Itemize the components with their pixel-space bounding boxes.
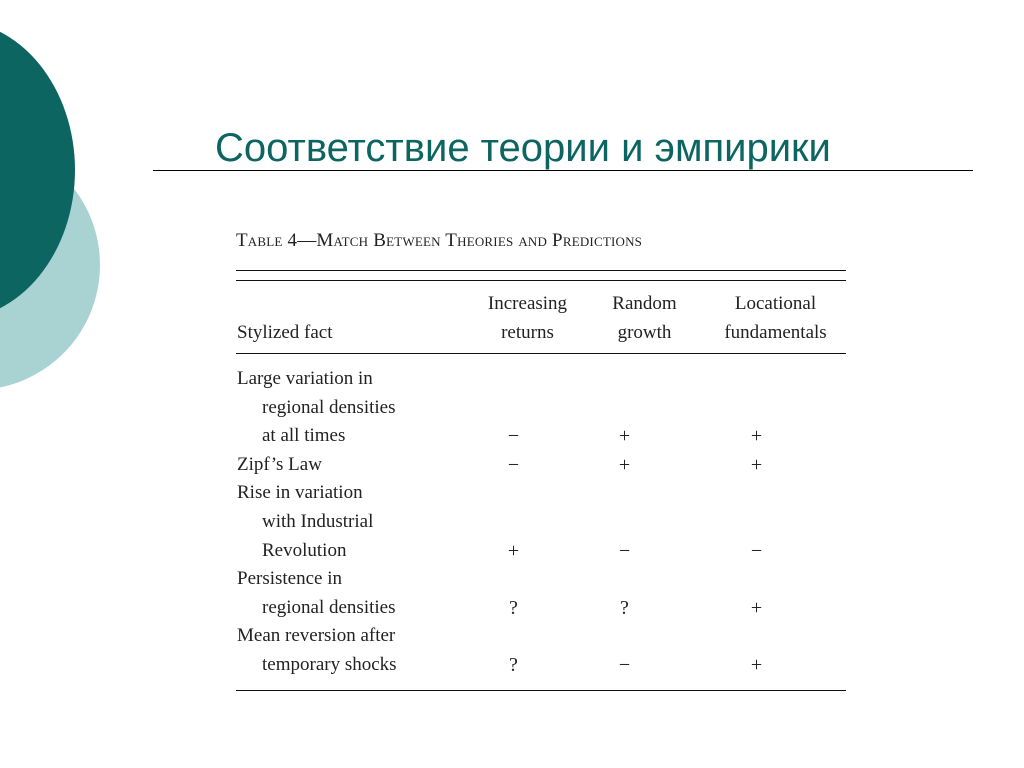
header-line: growth	[617, 322, 672, 343]
header-line: Locational	[734, 293, 817, 314]
locational-fundamentals-cell: +	[750, 653, 763, 676]
header-random-growth	[597, 289, 692, 347]
stylized-fact-line: Zipf’s Law	[237, 453, 322, 475]
header-line: returns	[501, 322, 554, 343]
header-locational-fundamentals	[703, 289, 848, 347]
stylized-fact-line: Large variation in	[237, 368, 373, 389]
stylized-fact-line: with Industrial	[262, 510, 374, 532]
table-caption-prefix: Table 4—	[236, 230, 317, 251]
random-growth-cell: −	[618, 539, 631, 562]
stylized-fact-line: at all times	[262, 425, 346, 447]
header-increasing-returns	[470, 289, 585, 347]
stylized-fact-cell	[237, 451, 471, 480]
header-line: Increasing	[487, 293, 568, 314]
locational-fundamentals-cell: +	[750, 453, 763, 476]
table-bottom-rule	[236, 690, 846, 691]
table-body	[237, 365, 847, 680]
title-underline	[153, 170, 973, 171]
random-growth-cell: +	[618, 453, 631, 476]
increasing-returns-cell: ?	[509, 596, 518, 619]
random-growth-cell: +	[618, 425, 631, 448]
increasing-returns-cell: ?	[509, 653, 518, 676]
table-header-rule	[236, 353, 846, 354]
table-row	[237, 479, 847, 565]
table-row	[237, 622, 847, 679]
table-row	[237, 565, 847, 622]
stylized-fact-cell	[237, 479, 471, 565]
locational-fundamentals-cell: −	[750, 539, 763, 562]
stylized-fact-line: Mean reversion after	[237, 625, 396, 647]
stylized-fact-line: temporary shocks	[262, 653, 397, 675]
stylized-fact-cell	[237, 565, 471, 622]
table-top-rule-1	[236, 270, 846, 271]
table-row	[237, 365, 847, 451]
increasing-returns-cell: −	[507, 453, 520, 476]
header-line: fundamentals	[724, 322, 827, 343]
locational-fundamentals-cell: +	[750, 596, 763, 619]
stylized-fact-cell	[237, 365, 471, 451]
header-stylized-fact: Stylized fact	[237, 322, 333, 343]
table-row	[237, 451, 847, 480]
stylized-fact-line: Persistence in	[237, 568, 343, 590]
increasing-returns-cell: −	[507, 425, 520, 448]
table-caption	[236, 230, 846, 252]
table-top-rule-2	[236, 280, 846, 281]
random-growth-cell: −	[618, 653, 631, 676]
slide-title: Соответствие теории и эмпирики	[215, 126, 831, 170]
table-caption-text: Match Between Theories and Predictions	[316, 230, 643, 251]
stylized-fact-line: Rise in variation	[237, 482, 363, 504]
locational-fundamentals-cell: +	[750, 425, 763, 448]
stylized-fact-line: regional densities	[262, 396, 396, 418]
increasing-returns-cell: +	[507, 539, 520, 562]
stylized-fact-line: regional densities	[262, 596, 396, 618]
header-line: Random	[612, 293, 677, 314]
stylized-fact-cell	[237, 622, 471, 679]
stylized-fact-line: Revolution	[262, 539, 347, 561]
random-growth-cell: ?	[620, 596, 629, 619]
